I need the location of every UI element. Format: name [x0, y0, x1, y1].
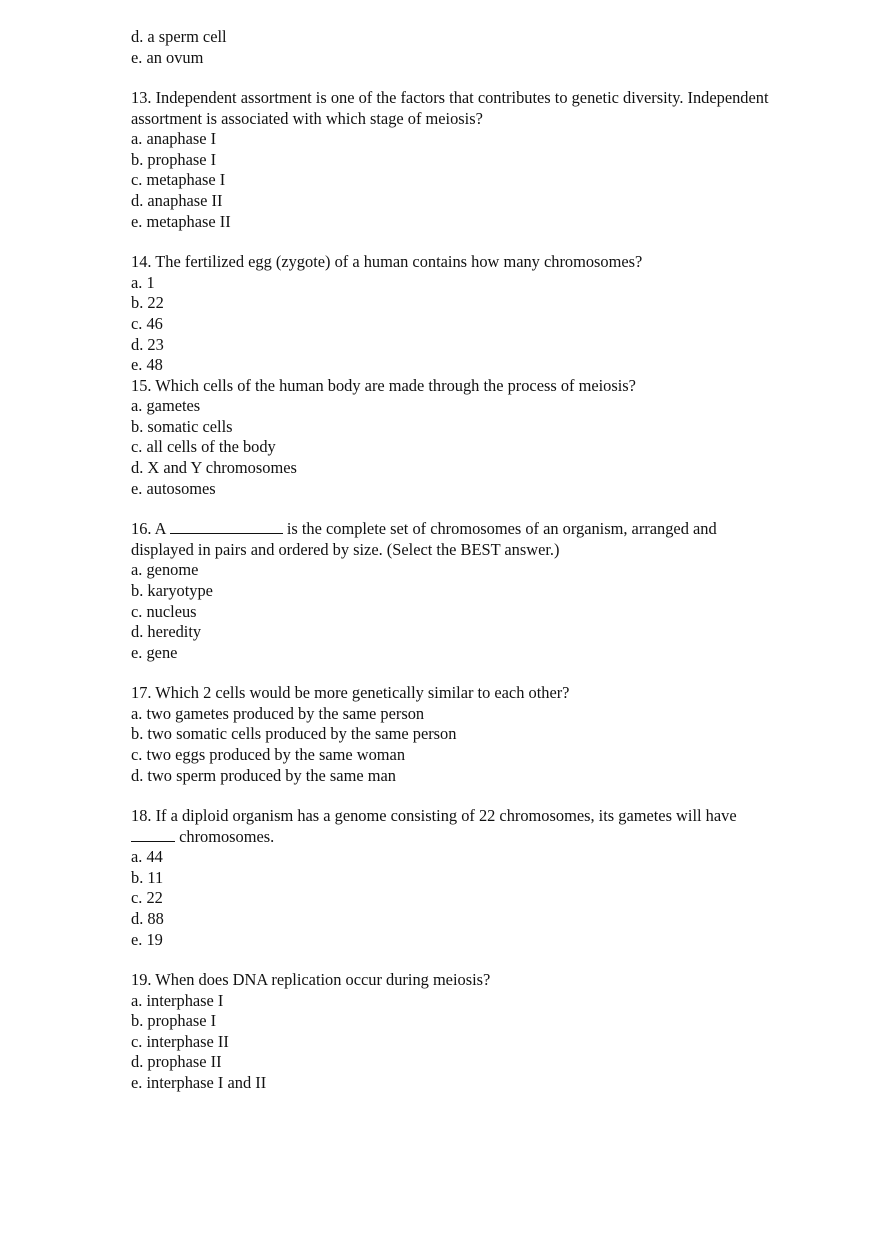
option: d. X and Y chromosomes — [131, 458, 297, 478]
option: e. an ovum — [131, 47, 204, 67]
option: d. 88 — [131, 909, 164, 929]
question-text: 13. Independent assortment is one of the factors that contributes to genetic diversity. Independent — [131, 88, 769, 108]
question-text: displayed in pairs and ordered by size. (Select the BEST answer.) — [131, 539, 560, 559]
question-text — [131, 827, 821, 848]
question-text: 18. If a diploid organism has a genome consisting of 22 chromosomes, its gametes will have — [131, 806, 737, 826]
option: d. a sperm cell — [131, 27, 227, 46]
option: a. gametes — [131, 396, 201, 416]
option: a. 44 — [131, 847, 163, 867]
document-page — [131, 27, 821, 1094]
question-prefix: 16. A — [131, 519, 170, 539]
option: a. genome — [131, 560, 199, 580]
option: c. all cells of the body — [131, 437, 276, 457]
option: c. 46 — [131, 313, 163, 333]
option: a. interphase I — [131, 990, 224, 1010]
option: c. metaphase I — [131, 170, 226, 190]
question-17 — [131, 683, 821, 786]
option: d. 23 — [131, 334, 164, 354]
option: e. 19 — [131, 929, 163, 949]
option: e. autosomes — [131, 478, 216, 498]
option: b. prophase I — [131, 149, 217, 169]
question-text: assortment is associated with which stage of meiosis? — [131, 108, 483, 128]
option: b. prophase I — [131, 1011, 217, 1031]
question-text: 19. When does DNA replication occur during meiosis? — [131, 970, 491, 990]
question-suffix: is the complete set of chromosomes of an organism, arranged and — [282, 519, 717, 539]
option: c. 22 — [131, 888, 163, 908]
question-14 — [131, 252, 821, 376]
option: d. heredity — [131, 622, 202, 642]
question-text: 14. The fertilized egg (zygote) of a human contains how many chromosomes? — [131, 252, 643, 272]
question-text — [131, 519, 821, 540]
option: c. interphase II — [131, 1031, 229, 1051]
option: b. karyotype — [131, 580, 213, 600]
question-18 — [131, 806, 821, 950]
option: d. anaphase II — [131, 191, 223, 211]
option: d. prophase II — [131, 1052, 222, 1072]
fill-in-blank — [131, 840, 175, 842]
option: e. gene — [131, 642, 178, 662]
option: b. 11 — [131, 867, 164, 887]
question-19 — [131, 970, 821, 1094]
question-13 — [131, 88, 821, 232]
carryover-options — [131, 27, 821, 68]
option: b. 22 — [131, 293, 164, 313]
option: a. two gametes produced by the same person — [131, 703, 425, 723]
question-text: 15. Which cells of the human body are made through the process of meiosis? — [131, 375, 636, 395]
option: c. two eggs produced by the same woman — [131, 744, 406, 764]
question-suffix: chromosomes. — [175, 826, 275, 846]
option: a. anaphase I — [131, 129, 217, 149]
option: c. nucleus — [131, 601, 197, 621]
option: a. 1 — [131, 272, 155, 292]
question-15 — [131, 376, 821, 500]
option: e. interphase I and II — [131, 1073, 267, 1093]
option: e. metaphase II — [131, 211, 231, 231]
option: b. two somatic cells produced by the same person — [131, 724, 457, 744]
option: e. 48 — [131, 355, 163, 375]
fill-in-blank — [170, 532, 283, 534]
question-16 — [131, 519, 821, 663]
option: b. somatic cells — [131, 416, 233, 436]
option: d. two sperm produced by the same man — [131, 765, 396, 785]
question-text: 17. Which 2 cells would be more genetically similar to each other? — [131, 683, 570, 703]
